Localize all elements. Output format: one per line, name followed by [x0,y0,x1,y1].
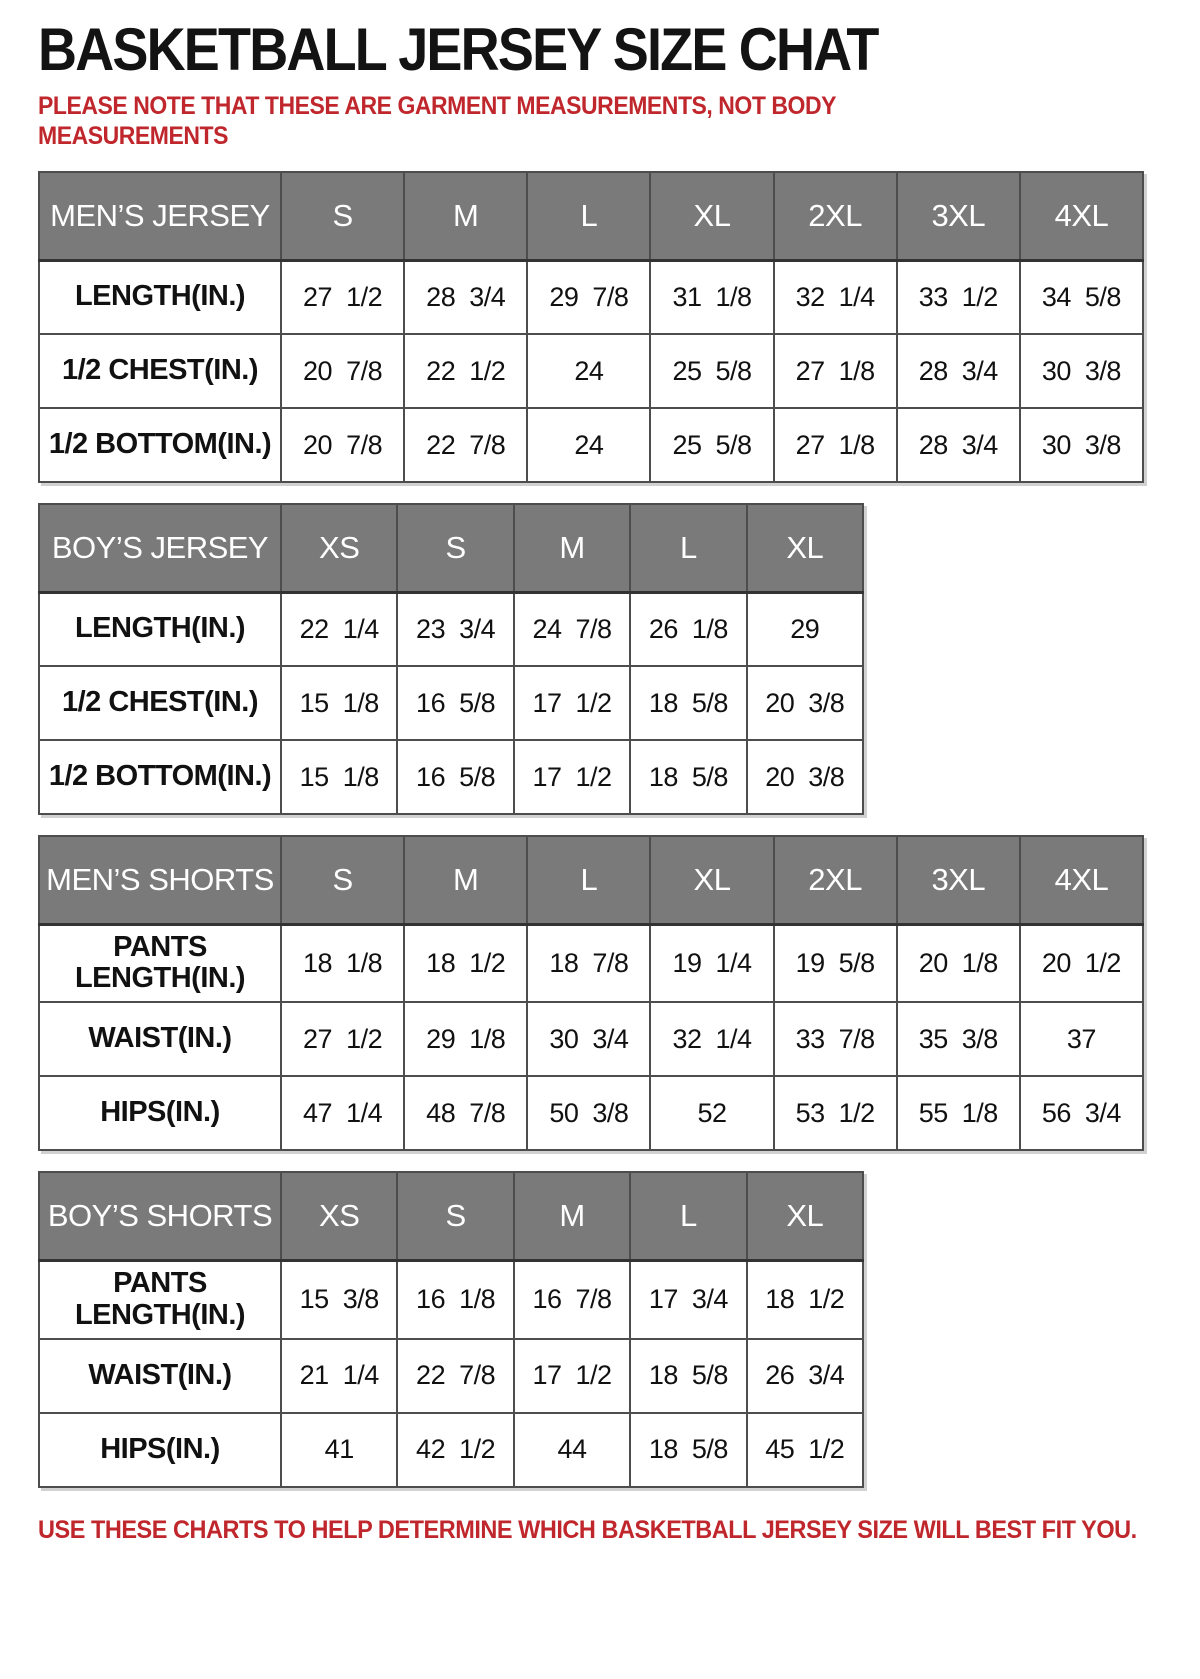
measurement-value-cell: 22 1/2 [404,334,527,408]
table-row [39,334,1143,408]
table-row [39,408,1143,482]
measurement-value-cell: 18 5/8 [630,740,746,814]
size-column-header: XL [747,504,863,592]
measurement-value-cell: 20 3/8 [747,740,863,814]
measurement-value-cell: 24 7/8 [514,592,630,666]
measurement-value-cell: 30 3/8 [1020,408,1143,482]
measurement-value-cell: 15 1/8 [281,740,397,814]
size-column-header: L [630,504,746,592]
size-column-header: 2XL [774,172,897,260]
measurement-value-cell: 18 7/8 [527,924,650,1002]
measurement-value-cell: 50 3/8 [527,1076,650,1150]
size-column-header: S [397,504,513,592]
measurement-row-label: PANTS LENGTH(IN.) [39,924,281,1002]
measurement-value-cell: 29 1/8 [404,1002,527,1076]
measurement-value-cell: 37 [1020,1002,1143,1076]
measurement-value-cell: 20 7/8 [281,408,404,482]
measurement-row-label: LENGTH(IN.) [39,260,281,334]
measurement-row-label: HIPS(IN.) [39,1413,281,1487]
measurement-value-cell: 56 3/4 [1020,1076,1143,1150]
size-table-boy-s-jersey [38,503,864,815]
measurement-value-cell: 22 7/8 [404,408,527,482]
size-column-header: M [514,504,630,592]
measurement-value-cell: 22 1/4 [281,592,397,666]
measurement-value-cell: 16 1/8 [397,1260,513,1338]
table-row [39,1260,863,1338]
measurement-value-cell: 33 1/2 [897,260,1020,334]
measurement-value-cell: 29 7/8 [527,260,650,334]
size-column-header: L [630,1172,746,1260]
measurement-row-label: LENGTH(IN.) [39,592,281,666]
table-row [39,666,863,740]
measurement-value-cell: 29 [747,592,863,666]
measurement-value-cell: 25 5/8 [650,408,773,482]
measurement-value-cell: 26 3/4 [747,1339,863,1413]
measurement-value-cell: 42 1/2 [397,1413,513,1487]
size-column-header: XS [281,1172,397,1260]
size-column-header: 3XL [897,172,1020,260]
table-row [39,592,863,666]
measurement-value-cell: 28 3/4 [897,408,1020,482]
measurement-value-cell: 28 3/4 [897,334,1020,408]
measurement-row-label: 1/2 BOTTOM(IN.) [39,408,281,482]
measurement-row-label: 1/2 CHEST(IN.) [39,666,281,740]
table-header-row [39,836,1143,924]
measurement-value-cell: 47 1/4 [281,1076,404,1150]
size-column-header: S [397,1172,513,1260]
size-column-header: 2XL [774,836,897,924]
measurement-value-cell: 18 5/8 [630,666,746,740]
measurement-value-cell: 18 5/8 [630,1339,746,1413]
measurement-value-cell: 18 1/2 [404,924,527,1002]
size-column-header: 3XL [897,836,1020,924]
measurement-value-cell: 19 5/8 [774,924,897,1002]
measurement-value-cell: 21 1/4 [281,1339,397,1413]
measurement-value-cell: 20 1/8 [897,924,1020,1002]
size-column-header: XL [650,836,773,924]
measurement-value-cell: 24 [527,408,650,482]
measurement-value-cell: 20 7/8 [281,334,404,408]
measurement-value-cell: 22 7/8 [397,1339,513,1413]
measurement-value-cell: 17 3/4 [630,1260,746,1338]
size-column-header: M [404,836,527,924]
measurement-value-cell: 17 1/2 [514,666,630,740]
size-column-header: S [281,172,404,260]
measurement-value-cell: 52 [650,1076,773,1150]
table-row [39,1002,1143,1076]
size-column-header: M [404,172,527,260]
measurement-value-cell: 16 5/8 [397,666,513,740]
measurement-value-cell: 20 1/2 [1020,924,1143,1002]
page-title: BASKETBALL JERSEY SIZE CHAT [38,16,878,83]
measurement-value-cell: 28 3/4 [404,260,527,334]
measurement-value-cell: 16 5/8 [397,740,513,814]
size-column-header: M [514,1172,630,1260]
measurement-row-label: 1/2 CHEST(IN.) [39,334,281,408]
table-row [39,1413,863,1487]
measurement-value-cell: 17 1/2 [514,740,630,814]
measurement-value-cell: 24 [527,334,650,408]
measurement-value-cell: 27 1/2 [281,260,404,334]
measurement-value-cell: 18 5/8 [630,1413,746,1487]
measurement-value-cell: 18 1/8 [281,924,404,1002]
measurement-value-cell: 25 5/8 [650,334,773,408]
measurement-value-cell: 31 1/8 [650,260,773,334]
table-row [39,924,1143,1002]
measurement-value-cell: 53 1/2 [774,1076,897,1150]
measurement-value-cell: 33 7/8 [774,1002,897,1076]
measurement-row-label: WAIST(IN.) [39,1339,281,1413]
measurement-value-cell: 30 3/4 [527,1002,650,1076]
table-header-row [39,1172,863,1260]
table-row [39,260,1143,334]
size-column-header: 4XL [1020,172,1143,260]
size-column-header: 4XL [1020,836,1143,924]
footer-note: USE THESE CHARTS TO HELP DETERMINE WHICH BASKETBALL JERSEY SIZE WILL BEST FIT YOU. [38,1515,1137,1544]
measurement-value-cell: 26 1/8 [630,592,746,666]
table-title-cell: MEN’S JERSEY [39,172,281,260]
measurement-value-cell: 23 3/4 [397,592,513,666]
table-title-cell: BOY’S SHORTS [39,1172,281,1260]
measurement-row-label: 1/2 BOTTOM(IN.) [39,740,281,814]
table-row [39,1076,1143,1150]
measurement-value-cell: 35 3/8 [897,1002,1020,1076]
size-table-boy-s-shorts [38,1171,864,1487]
measurement-value-cell: 20 3/8 [747,666,863,740]
size-column-header: XL [747,1172,863,1260]
measurement-value-cell: 48 7/8 [404,1076,527,1150]
measurement-value-cell: 15 1/8 [281,666,397,740]
measurement-value-cell: 32 1/4 [774,260,897,334]
garment-measurement-note: PLEASE NOTE THAT THESE ARE GARMENT MEASUREMENTS, NOT BODY MEASUREMENTS [38,92,836,150]
table-title-cell: MEN’S SHORTS [39,836,281,924]
measurement-value-cell: 41 [281,1413,397,1487]
measurement-row-label: WAIST(IN.) [39,1002,281,1076]
measurement-value-cell: 27 1/8 [774,334,897,408]
table-title-cell: BOY’S JERSEY [39,504,281,592]
measurement-value-cell: 16 7/8 [514,1260,630,1338]
size-tables-container [38,171,1172,1488]
measurement-value-cell: 30 3/8 [1020,334,1143,408]
table-header-row [39,504,863,592]
table-row [39,1339,863,1413]
size-column-header: XL [650,172,773,260]
size-column-header: L [527,836,650,924]
measurement-value-cell: 19 1/4 [650,924,773,1002]
measurement-value-cell: 15 3/8 [281,1260,397,1338]
measurement-value-cell: 18 1/2 [747,1260,863,1338]
size-column-header: XS [281,504,397,592]
table-header-row [39,172,1143,260]
measurement-value-cell: 27 1/8 [774,408,897,482]
table-row [39,740,863,814]
measurement-value-cell: 44 [514,1413,630,1487]
measurement-value-cell: 27 1/2 [281,1002,404,1076]
measurement-value-cell: 32 1/4 [650,1002,773,1076]
measurement-row-label: HIPS(IN.) [39,1076,281,1150]
size-table-men-s-jersey [38,171,1144,483]
size-column-header: L [527,172,650,260]
measurement-value-cell: 55 1/8 [897,1076,1020,1150]
measurement-row-label: PANTS LENGTH(IN.) [39,1260,281,1338]
size-column-header: S [281,836,404,924]
measurement-value-cell: 17 1/2 [514,1339,630,1413]
measurement-value-cell: 34 5/8 [1020,260,1143,334]
size-table-men-s-shorts [38,835,1144,1151]
measurement-value-cell: 45 1/2 [747,1413,863,1487]
